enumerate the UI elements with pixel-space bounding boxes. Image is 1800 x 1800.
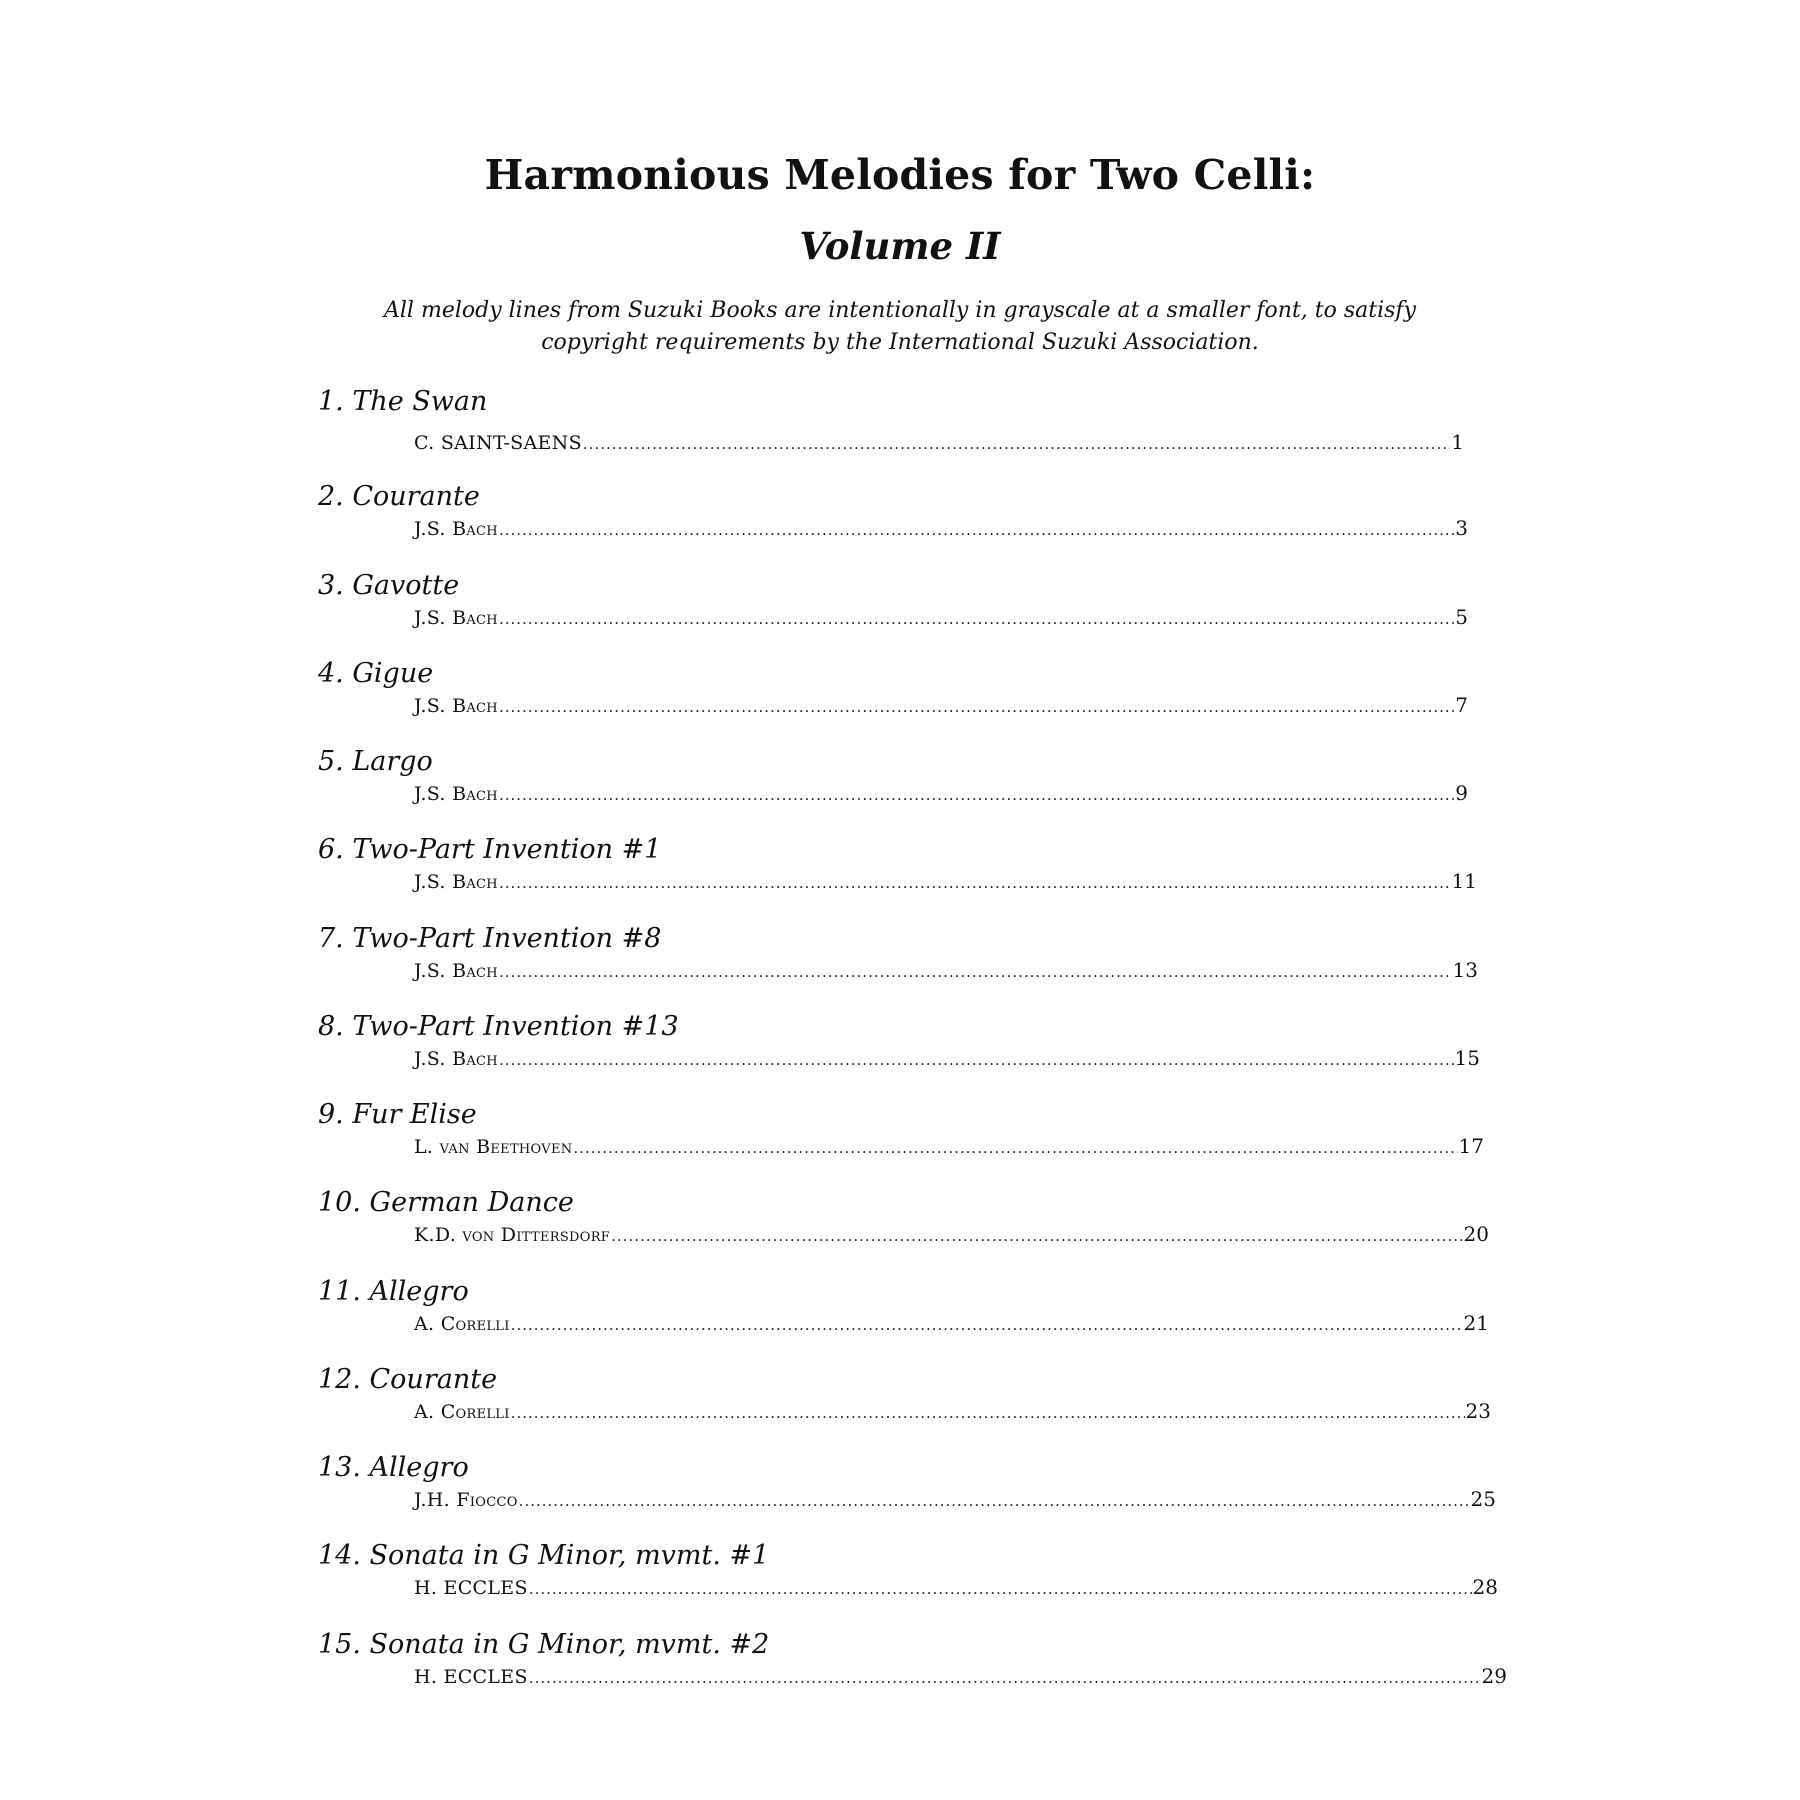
toc-entry-title: 7. Two-Part Invention #8 (318, 923, 662, 954)
toc-entry-line (414, 693, 1468, 719)
toc-entry-line (414, 516, 1468, 542)
toc-entry-composer: A. Corelli (414, 1313, 510, 1335)
toc-entry-line (414, 1399, 1491, 1425)
toc-entry-title: 9. Fur Elise (318, 1099, 477, 1130)
dot-leader (529, 1666, 1481, 1690)
toc-entry-composer: J.S. Bach (414, 518, 498, 540)
dot-leader (499, 960, 1452, 984)
toc-entry-title: 10. German Dance (318, 1187, 574, 1218)
dot-leader (499, 783, 1454, 807)
toc-entry-line (414, 1487, 1496, 1513)
toc-entry-composer: J.S. Bach (414, 960, 498, 982)
toc-entry-line (414, 1046, 1480, 1072)
toc-entry-page: 28 (1472, 1575, 1498, 1599)
toc-entry-title: 6. Two-Part Invention #1 (318, 834, 662, 865)
toc-entry-title: 13. Allegro (318, 1452, 469, 1483)
toc-entry-composer: A. Corelli (414, 1401, 510, 1423)
toc-entry-line (414, 430, 1464, 456)
toc-entry-page: 7 (1455, 693, 1468, 717)
dot-leader (529, 1577, 1472, 1601)
toc-entry-line (414, 1311, 1489, 1337)
toc-entry-page: 29 (1481, 1664, 1507, 1688)
dot-leader (511, 1313, 1463, 1337)
copyright-note-line-2: copyright requirements by the International Suzuki Association. (541, 330, 1259, 355)
copyright-note-line-1: All melody lines from Suzuki Books are intentionally in grayscale at a smaller font, to satisfy (384, 298, 1416, 323)
toc-entry-line (414, 958, 1478, 984)
toc-entry-page: 17 (1458, 1134, 1484, 1158)
dot-leader (499, 607, 1454, 631)
toc-entry-composer: J.S. Bach (414, 1048, 498, 1070)
table-of-contents (318, 0, 1518, 1800)
toc-entry-composer: H. ECCLES (414, 1666, 528, 1688)
toc-entry-line (414, 781, 1468, 807)
toc-entry-page: 25 (1470, 1487, 1496, 1511)
document-subtitle: Volume II (799, 224, 1001, 268)
toc-entry-title: 5. Largo (318, 746, 433, 777)
dot-leader (499, 871, 1451, 895)
toc-entry-title: 2. Courante (318, 481, 480, 512)
toc-entry-line (414, 1575, 1498, 1601)
dot-leader (611, 1224, 1462, 1248)
toc-entry-page: 9 (1455, 781, 1468, 805)
toc-entry-line (414, 605, 1468, 631)
toc-entry-page: 5 (1455, 605, 1468, 629)
dot-leader (511, 1401, 1465, 1425)
toc-entry-composer: L. van Beethoven (414, 1136, 573, 1158)
toc-entry-page: 23 (1465, 1399, 1491, 1423)
toc-entry-title: 15. Sonata in G Minor, mvmt. #2 (318, 1629, 770, 1660)
toc-entry-composer: J.S. Bach (414, 607, 498, 629)
dot-leader (499, 1048, 1454, 1072)
toc-entry-title: 14. Sonata in G Minor, mvmt. #1 (318, 1540, 770, 1571)
toc-entry-page: 13 (1452, 958, 1478, 982)
toc-entry-title: 12. Courante (318, 1364, 498, 1395)
dot-leader (499, 518, 1454, 542)
toc-entry-page: 11 (1451, 869, 1477, 893)
toc-entry-page: 20 (1463, 1222, 1489, 1246)
toc-entry-composer: K.D. von Dittersdorf (414, 1224, 611, 1246)
toc-entry-page: 21 (1463, 1311, 1489, 1335)
toc-entry-page: 1 (1451, 430, 1464, 454)
toc-entry-line (414, 869, 1477, 895)
toc-entry-title: 1. The Swan (318, 386, 488, 417)
toc-entry-line (414, 1222, 1489, 1248)
toc-entry-title: 11. Allegro (318, 1276, 469, 1307)
toc-entry-title: 4. Gigue (318, 658, 434, 689)
dot-leader (573, 1136, 1457, 1160)
toc-entry-composer: J.S. Bach (414, 783, 498, 805)
toc-entry-page: 3 (1455, 516, 1468, 540)
toc-entry-title: 8. Two-Part Invention #13 (318, 1011, 679, 1042)
toc-entry-composer: J.H. Fiocco (414, 1489, 518, 1511)
toc-entry-composer: C. SAINT-SAENS (414, 432, 582, 454)
document-title: Harmonious Melodies for Two Celli: (484, 151, 1316, 199)
toc-entry-composer: J.S. Bach (414, 695, 498, 717)
toc-entry-composer: J.S. Bach (414, 871, 498, 893)
dot-leader (583, 432, 1450, 456)
toc-entry-line (414, 1134, 1484, 1160)
toc-entry-page: 15 (1454, 1046, 1480, 1070)
dot-leader (499, 695, 1454, 719)
toc-entry-title: 3. Gavotte (318, 570, 460, 601)
dot-leader (519, 1489, 1470, 1513)
toc-entry-composer: H. ECCLES (414, 1577, 528, 1599)
toc-entry-line (414, 1664, 1507, 1690)
